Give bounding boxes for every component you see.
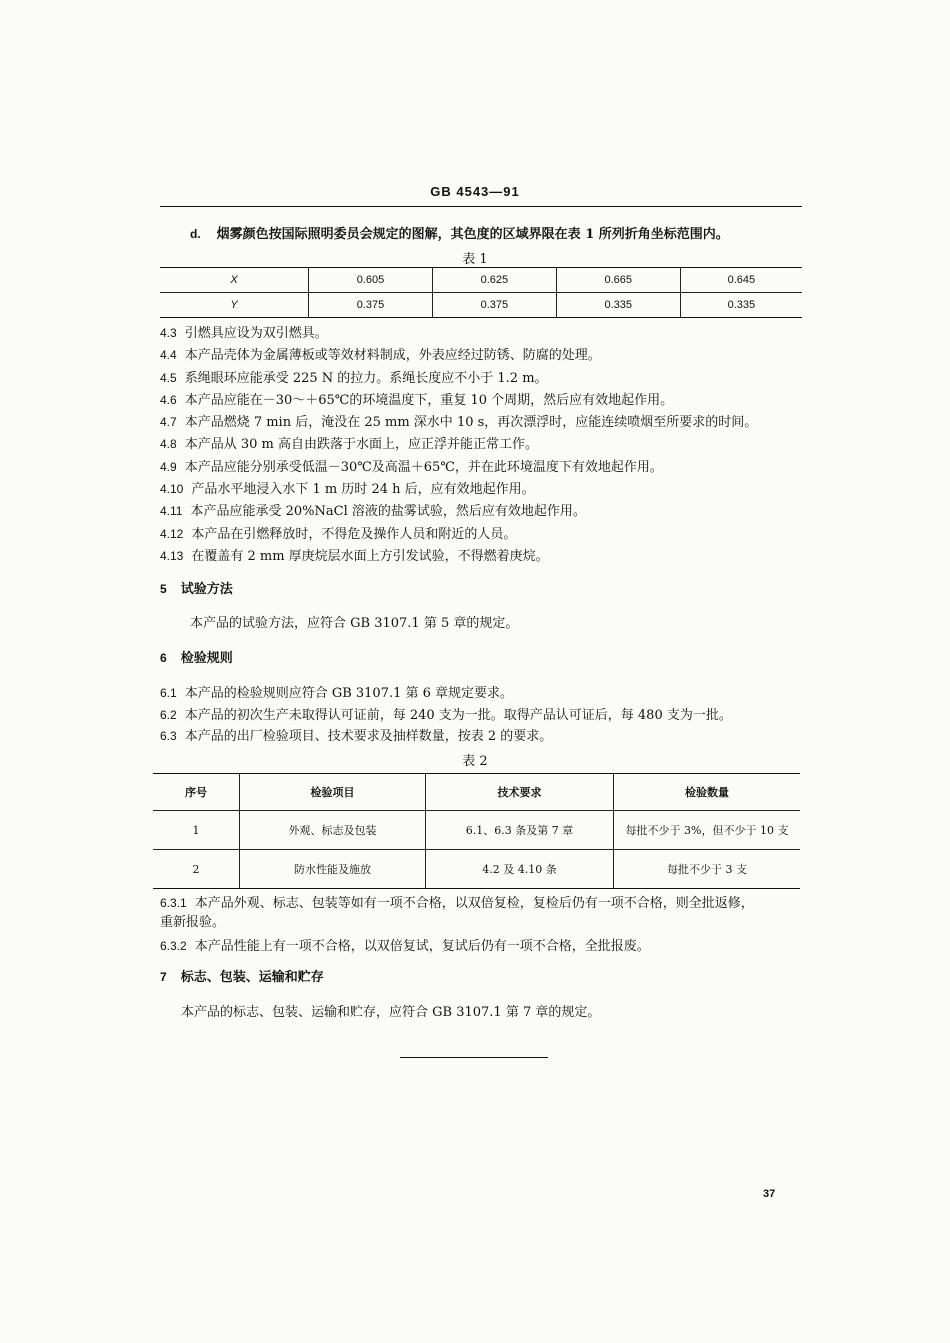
section5-body: 本产品的试验方法，应符合 GB 3107.1 第 5 章的规定。 (190, 616, 519, 631)
section-title: 检验规则 (180, 651, 233, 666)
document-header: GB 4543—91 (430, 184, 520, 199)
clause-text: 本产品燃烧 7 min 后，淹没在 25 mm 深水中 10 s，再次漂浮时，应能连续喷烟至所要求的时间。 (184, 415, 758, 431)
clause-item (160, 325, 757, 347)
clause-number: 4.6 (160, 392, 177, 407)
table2-cell: 每批不少于 3%，但不少于 10 支 (614, 811, 801, 850)
section-title: 标志、包装、运输和贮存 (180, 970, 324, 985)
table1-cell: 0.625 (432, 268, 556, 293)
section-number: 7 (160, 970, 167, 984)
clause-text: 本产品在引燃释放时，不得危及操作人员和附近的人员。 (191, 526, 517, 542)
section-number: 5 (160, 582, 167, 596)
clause-item (160, 548, 757, 570)
clause-number: 6.3.1 (160, 896, 187, 910)
clause-item (160, 436, 757, 458)
table1-cell: 0.665 (556, 268, 680, 293)
clause-number: 4.4 (160, 348, 177, 363)
table1-row-y (160, 293, 802, 318)
clause-item (160, 707, 732, 729)
table1-row-x (160, 268, 802, 293)
clause-text: 本产品的检验规则应符合 GB 3107.1 第 6 章规定要求。 (184, 686, 514, 701)
clause-number: 4.9 (160, 459, 177, 474)
table2-cell: 2 (153, 850, 240, 889)
table2-header-row (153, 774, 800, 811)
clause-number: 4.13 (160, 548, 184, 563)
clause-number: 4.7 (160, 415, 177, 430)
item-d (190, 226, 729, 243)
clause-item (160, 347, 757, 369)
end-rule (400, 1057, 548, 1058)
clause-item (160, 459, 757, 481)
clause-number: 6.3 (160, 729, 177, 743)
clause-number: 4.10 (160, 482, 184, 497)
table2-header-cell: 检验项目 (240, 774, 426, 811)
item-d-text: 烟雾颜色按国际照明委员会规定的图解，其色度的区域界限在表 1 所列折角坐标范围内。 (216, 227, 729, 242)
clause-text: 本产品的出厂检验项目、技术要求及抽样数量，按表 2 的要求。 (184, 729, 553, 744)
table2-cell: 4.2 及 4.10 条 (426, 850, 614, 889)
section6-clauses (160, 685, 732, 750)
table1 (160, 267, 802, 318)
clause-item (160, 392, 757, 414)
table2-header-cell: 序号 (153, 774, 240, 811)
table1-cell: 0.375 (432, 293, 556, 318)
table1-cell: 0.605 (309, 268, 433, 293)
table1-cell: 0.335 (680, 293, 802, 318)
clause-number: 4.12 (160, 526, 184, 541)
table2-header-cell: 检验数量 (614, 774, 801, 811)
clause-number: 4.3 (160, 326, 177, 340)
clause-number: 4.5 (160, 370, 177, 385)
clause-item (160, 414, 757, 436)
clause-text: 引燃具应设为双引燃具。 (184, 326, 328, 341)
item-d-label: d. (190, 227, 201, 241)
clause-item (160, 526, 757, 548)
clause-item (160, 728, 732, 750)
table2-cell: 1 (153, 811, 240, 850)
section-title: 试验方法 (180, 582, 233, 597)
table1-cell: 0.645 (680, 268, 802, 293)
section5-heading (160, 581, 233, 598)
clause-item (160, 685, 732, 707)
clause-text: 本产品外观、标志、包装等如有一项不合格，以双倍复检，复检后仍有一项不合格，则全批返修， (194, 896, 754, 911)
clause-text: 本产品应能在－30～＋65℃的环境温度下，重复 10 个周期，然后应有效地起作用。 (184, 392, 674, 408)
clause-number: 4.8 (160, 437, 177, 452)
clause-item (160, 503, 757, 525)
table2-cell: 6.1、6.3 条及第 7 章 (426, 811, 614, 850)
table2-cell: 每批不少于 3 支 (614, 850, 801, 889)
section-number: 6 (160, 651, 167, 665)
header-rule (160, 206, 802, 207)
section6-heading (160, 650, 233, 667)
table-row (153, 850, 800, 889)
clause-list (160, 325, 757, 570)
clause-text: 本产品性能上有一项不合格，以双倍复试，复试后仍有一项不合格，全批报废。 (194, 939, 650, 954)
table2-header-cell: 技术要求 (426, 774, 614, 811)
clause-6-3-1 (160, 895, 754, 912)
clause-item (160, 370, 757, 392)
clause-number: 6.3.2 (160, 939, 187, 953)
clause-text: 本产品的初次生产未取得认可证前，每 240 支为一批。取得产品认可证后，每 480 支为一批。 (184, 707, 732, 723)
table2 (153, 773, 800, 889)
table2-cell: 防水性能及施放 (240, 850, 426, 889)
table2-cell: 外观、标志及包装 (240, 811, 426, 850)
clause-6-3-1-continued: 重新报验。 (160, 915, 226, 930)
page-number: 37 (763, 1188, 776, 1200)
clause-item (160, 481, 757, 503)
clause-6-3-2 (160, 938, 650, 955)
clause-text: 在覆盖有 2 mm 厚庚烷层水面上方引发试验，不得燃着庚烷。 (191, 548, 549, 564)
table1-cell: 0.335 (556, 293, 680, 318)
clause-number: 6.2 (160, 707, 177, 722)
table1-caption: 表 1 (462, 252, 488, 267)
table1-label-x: X (160, 268, 309, 293)
table1-cell: 0.375 (309, 293, 433, 318)
table2-caption: 表 2 (462, 754, 488, 769)
clause-text: 产品水平地浸入水下 1 m 历时 24 h 后，应有效地起作用。 (191, 482, 535, 498)
table1-label-y: Y (160, 293, 309, 318)
table-row (153, 811, 800, 850)
clause-number: 6.1 (160, 686, 177, 700)
clause-text: 本产品从 30 m 高自由跌落于水面上，应正浮并能正常工作。 (184, 437, 538, 453)
clause-text: 本产品应能承受 20%NaCl 溶液的盐雾试验，然后应有效地起作用。 (190, 504, 586, 520)
clause-text: 本产品应能分别承受低温－30℃及高温＋65℃，并在此环境温度下有效地起作用。 (184, 459, 663, 475)
section7-body: 本产品的标志、包装、运输和贮存，应符合 GB 3107.1 第 7 章的规定。 (181, 1005, 601, 1020)
section7-heading (160, 969, 324, 986)
clause-text: 本产品壳体为金属薄板或等效材料制成，外表应经过防锈、防腐的处理。 (184, 348, 601, 364)
clause-text: 系绳眼环应能承受 225 N 的拉力。系绳长度应不小于 1.2 m。 (184, 370, 548, 386)
clause-number: 4.11 (160, 504, 183, 519)
